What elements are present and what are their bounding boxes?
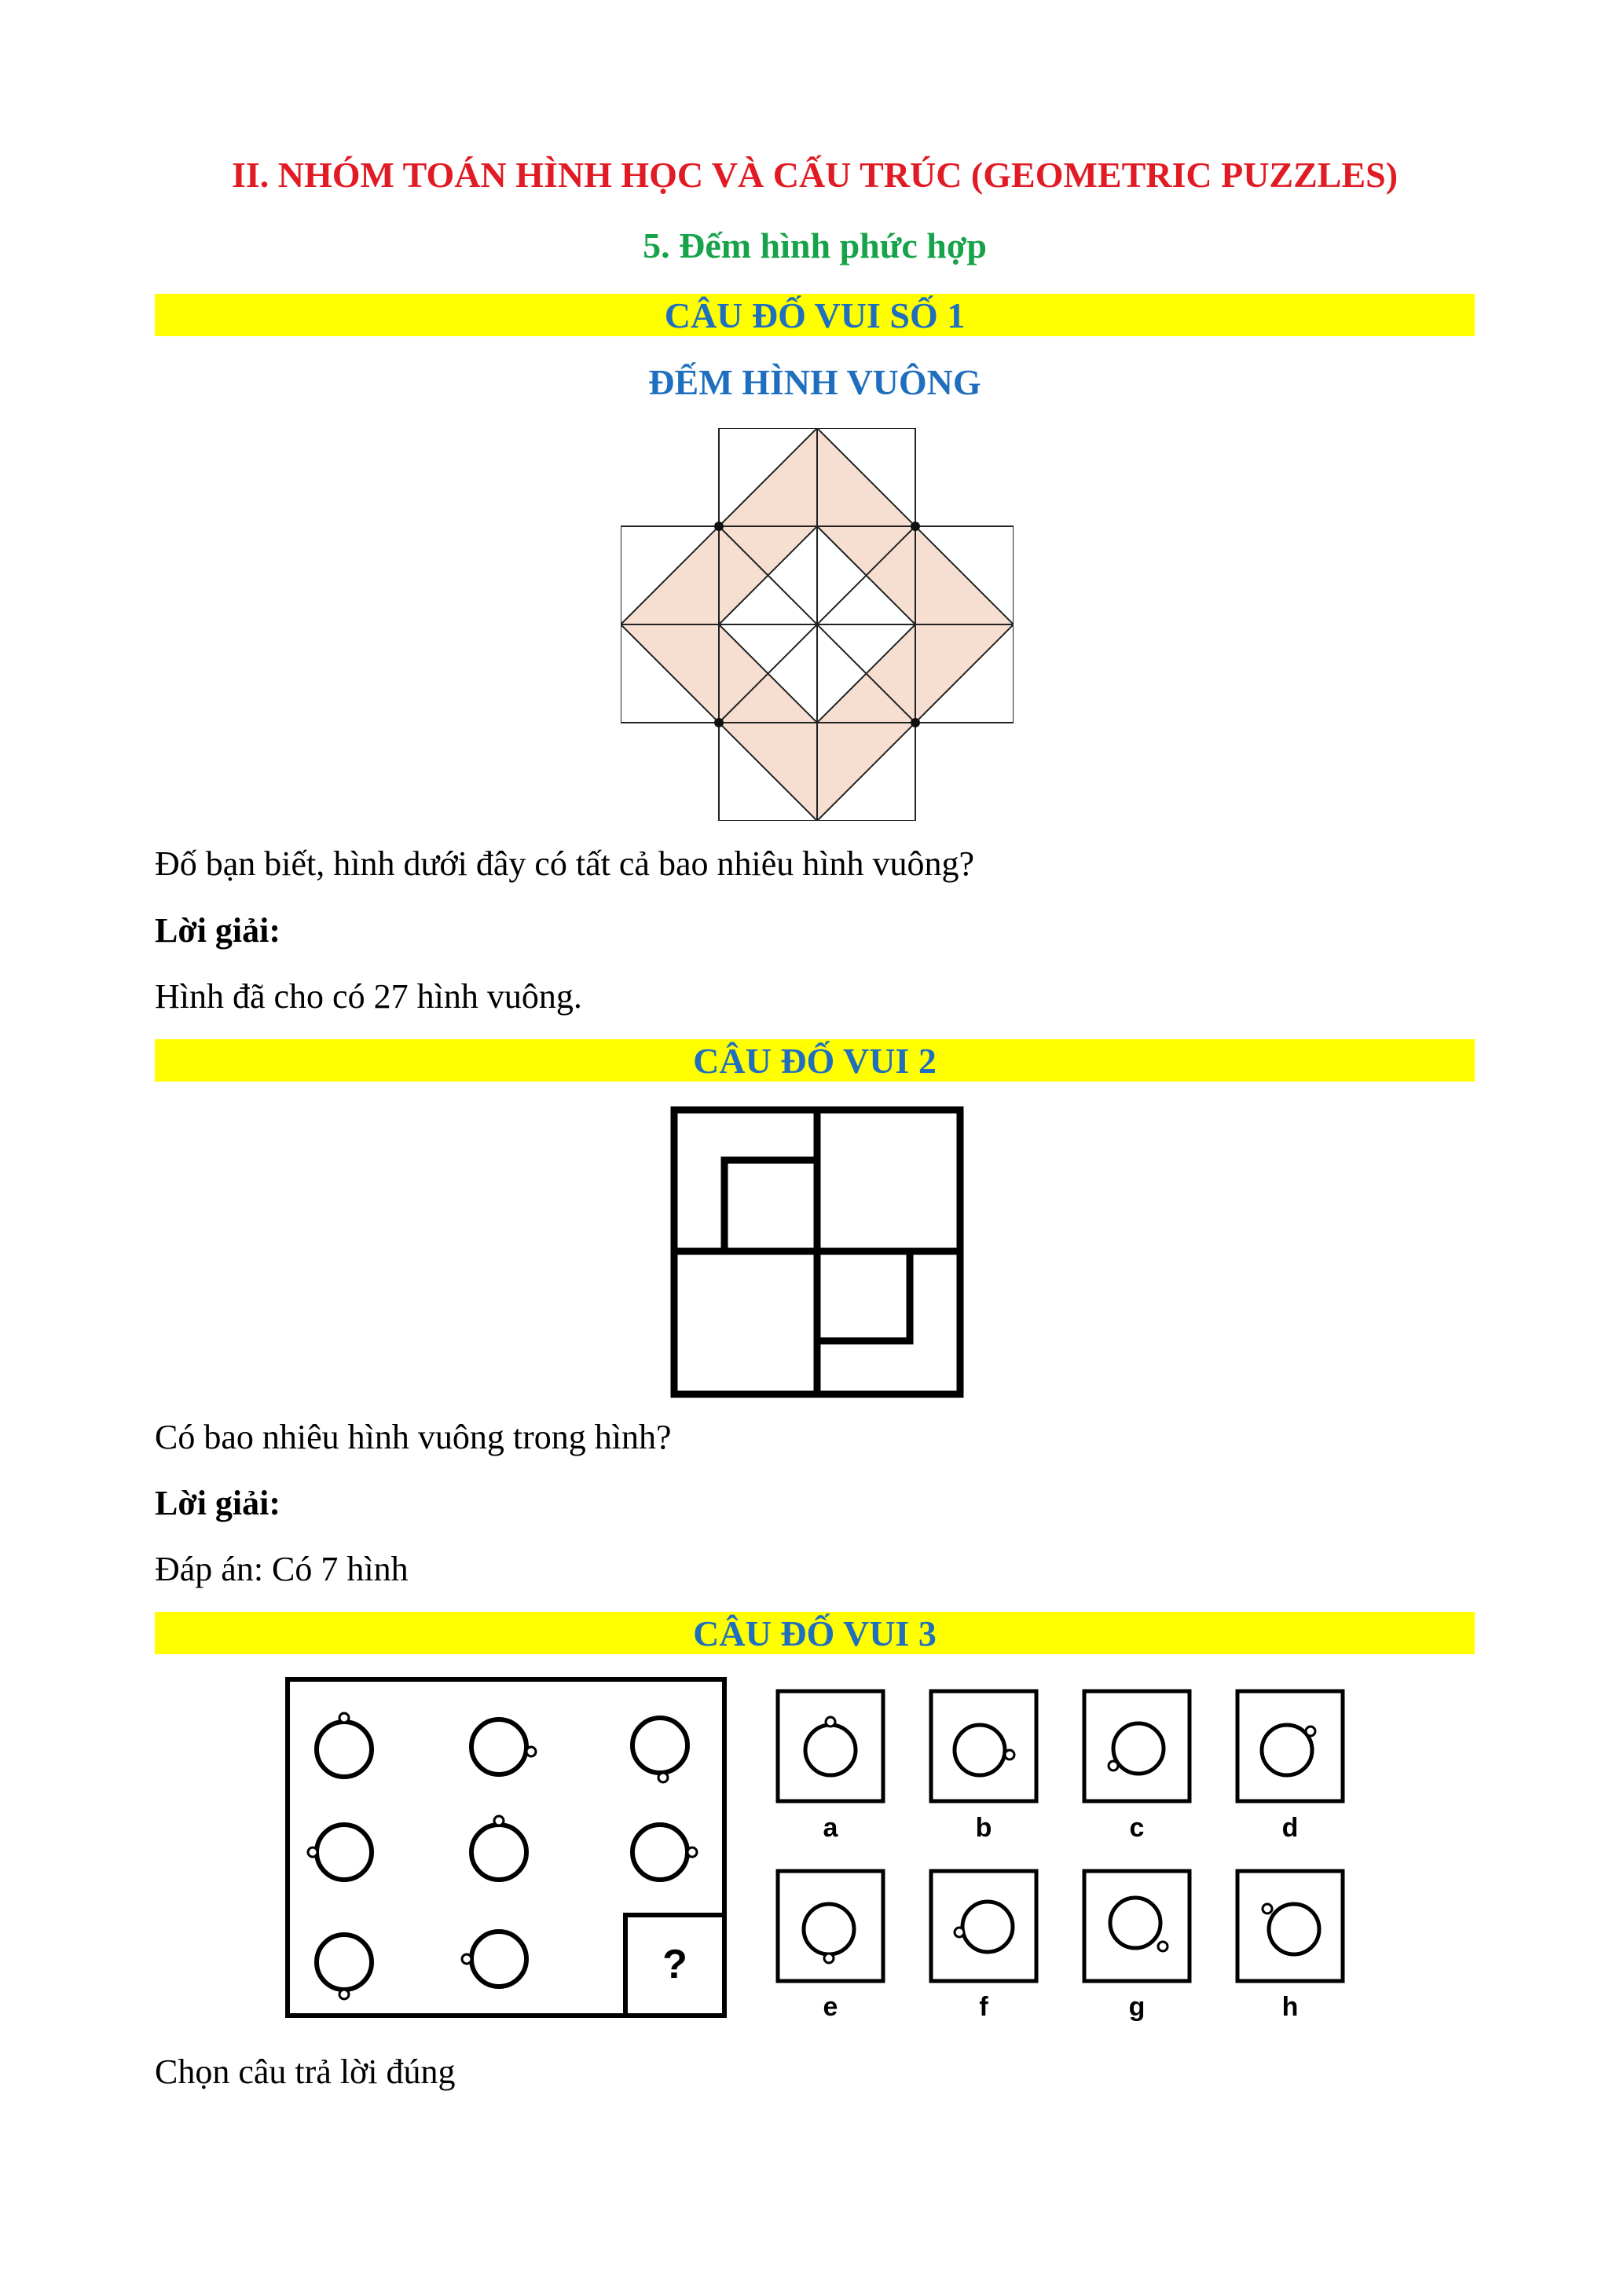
option-f-label: f — [979, 1992, 988, 2022]
puzzle3-band: CÂU ĐỐ VUI 3 — [155, 1612, 1475, 1654]
puzzle3-matrix — [283, 1675, 731, 2020]
option-g-label: g — [1128, 1992, 1146, 2022]
option-e-label: e — [823, 1992, 838, 2022]
option-a-label: a — [823, 1813, 838, 1843]
puzzle1-question: Đố bạn biết, hình dưới đây có tất cả bao nhiêu hình vuông? — [155, 844, 974, 883]
option-d-label: d — [1281, 1813, 1299, 1843]
puzzle2-band: CÂU ĐỐ VUI 2 — [155, 1039, 1475, 1082]
section-title: II. NHÓM TOÁN HÌNH HỌC VÀ CẤU TRÚC (GEOMETRIC PUZZLES) — [231, 155, 1399, 195]
puzzle2-question: Có bao nhiêu hình vuông trong hình? — [155, 1418, 672, 1456]
puzzle1-figure — [621, 428, 1014, 821]
option-h-label: h — [1281, 1992, 1299, 2022]
puzzle3-prompt: Chọn câu trả lời đúng — [155, 2052, 456, 2091]
question-mark: ? — [662, 1942, 687, 1987]
puzzle2-solution-label: Lời giải: — [155, 1484, 281, 1522]
puzzle1-solution-label: Lời giải: — [155, 911, 281, 950]
option-c-label: c — [1129, 1813, 1145, 1843]
puzzle1-heading: ĐẾM HÌNH VUÔNG — [648, 362, 981, 402]
puzzle3-options — [774, 1687, 1355, 2033]
puzzle2-answer: Đáp án: Có 7 hình — [155, 1550, 409, 1588]
puzzle2-figure — [668, 1104, 966, 1402]
puzzle1-answer: Hình đã cho có 27 hình vuông. — [155, 977, 582, 1016]
puzzle1-band: CÂU ĐỐ VUI SỐ 1 — [155, 294, 1475, 336]
subsection-title: 5. Đếm hình phức hợp — [643, 225, 987, 265]
option-b-label: b — [975, 1813, 992, 1843]
